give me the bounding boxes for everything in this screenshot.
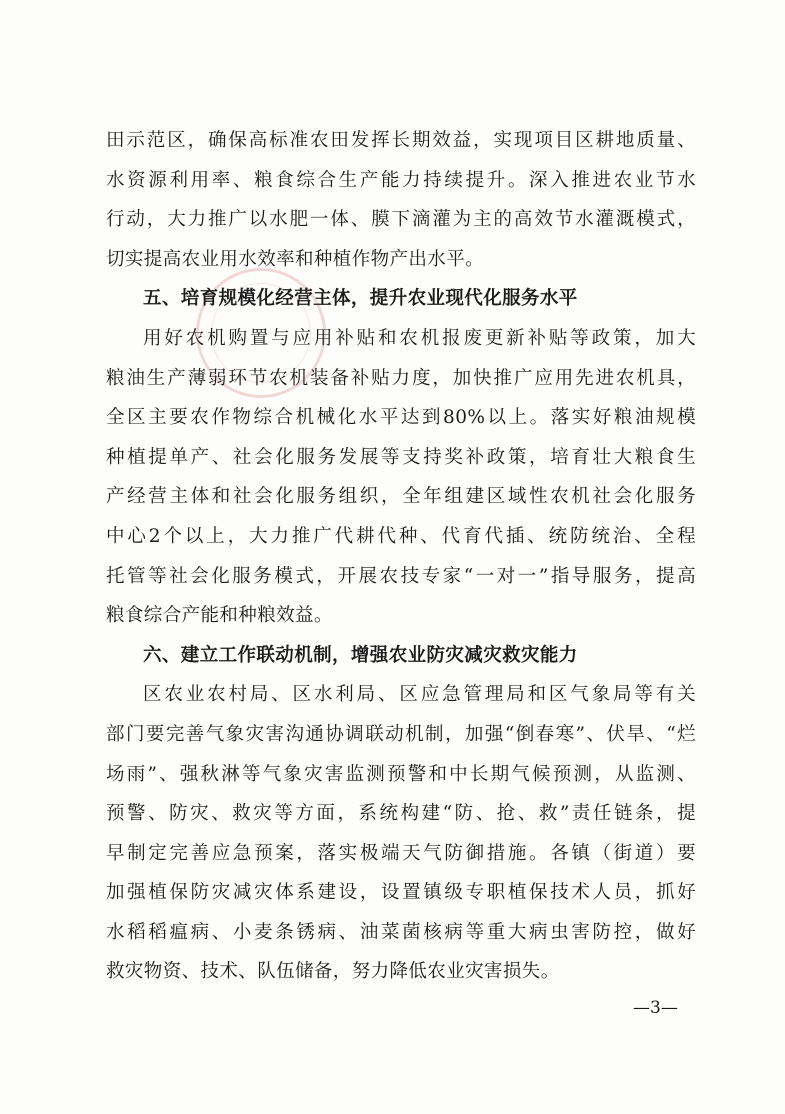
section-heading-6: 六、建立工作联动机制，增强农业防灾减灾救灾能力	[143, 644, 578, 666]
paragraph-line: 产经营主体和社会化服务组织，全年组建区域性农机社会化服务	[106, 486, 696, 508]
paragraph-line: 救灾物资、技术、队伍储备，努力降低农业灾害损失。	[106, 961, 560, 983]
paragraph-line: 水稻稻瘟病、小麦条锈病、油菜菌核病等重大病虫害防控，做好	[106, 921, 696, 943]
paragraph-line: 粮食综合产能和种粮效益。	[106, 605, 333, 627]
paragraph-line: 早制定完善应急预案，落实极端天气防御措施。各镇（街道）要	[106, 842, 696, 864]
paragraph-line: 托管等社会化服务模式，开展农技专家“一对一”指导服务，提高	[106, 565, 696, 587]
paragraph-line: 预警、防灾、救灾等方面，系统构建“防、抢、救”责任链条，提	[106, 803, 696, 825]
paragraph-line: 用好农机购置与应用补贴和农机报废更新补贴等政策，加大	[143, 327, 696, 349]
paragraph-line: 切实提高农业用水效率和种植作物产出水平。	[106, 248, 485, 270]
paragraph-line: 水资源利用率、粮食综合生产能力持续提升。深入推进农业节水	[106, 169, 696, 191]
paragraph-line: 种植提单产、社会化服务发展等支持奖补政策，培育壮大粮食生	[106, 446, 696, 468]
section-heading-5: 五、培育规模化经营主体，提升农业现代化服务水平	[143, 288, 578, 310]
paragraph-line: 场雨”、强秋淋等气象灾害监测预警和中长期气候预测，从监测、	[106, 763, 696, 785]
paragraph-line: 部门要完善气象灾害沟通协调联动机制，加强“倒春寒”、伏旱、“烂	[106, 723, 696, 745]
paragraph-line: 中心2个以上，大力推广代耕代种、代育代插、统防统治、全程	[106, 525, 696, 547]
page-number: —3—	[633, 998, 678, 1018]
body-text	[106, 121, 696, 992]
paragraph-line: 田示范区，确保高标准农田发挥长期效益，实现项目区耕地质量、	[106, 130, 696, 151]
paragraph-line: 区农业农村局、区水利局、区应急管理局和区气象局等有关	[143, 684, 696, 706]
paragraph-line: 加强植保防灾减灾体系建设，设置镇级专职植保技术人员，抓好	[106, 882, 696, 904]
paragraph-line: 全区主要农作物综合机械化水平达到80%以上。落实好粮油规模	[106, 407, 696, 429]
paragraph-line: 行动，大力推广以水肥一体、膜下滴灌为主的高效节水灌溉模式，	[106, 209, 696, 231]
paragraph-line: 粮油生产薄弱环节农机装备补贴力度，加快推广应用先进农机具，	[106, 367, 696, 389]
